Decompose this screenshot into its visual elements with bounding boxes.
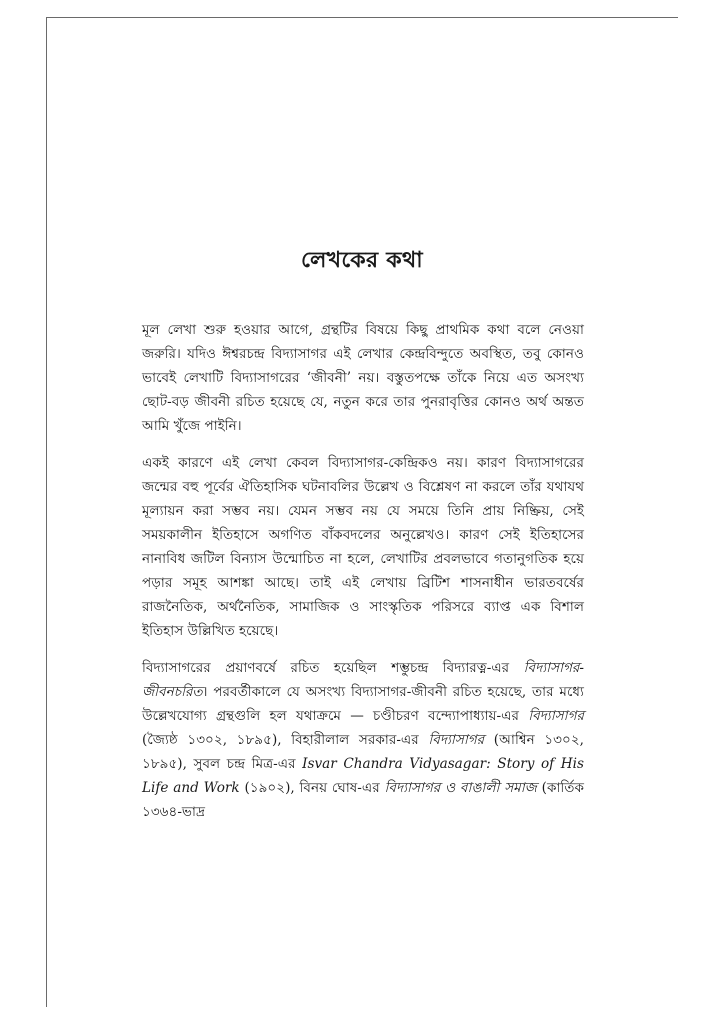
book-title-italic: বিদ্যাসাগর ও বাঙালী সমাজ [384, 780, 537, 796]
paragraph-3-text: (১৯০২), বিনয় ঘোষ-এর [239, 780, 385, 796]
paragraph-3 [142, 656, 584, 824]
paragraph-3-text: বিদ্যাসাগরের প্রয়াণবর্ষে রচিত হয়েছিল শম্ভুচন্দ্র বিদ্যারত্ন-এর [142, 660, 524, 676]
paragraph-3-text: (কার্তিক ১৩৬৪-ভাদ্র [142, 780, 585, 820]
left-rule-line [46, 17, 47, 1007]
paragraph-3-text: (জ্যৈষ্ঠ ১৩০২, ১৮৯৫), বিহারীলাল সরকার-এর [142, 732, 429, 748]
page-title: লেখকের কথা [301, 247, 423, 273]
paragraph-2: একই কারণে এই লেখা কেবল বিদ্যাসাগর-কেন্দ্রিকও নয়। কারণ বিদ্যাসাগরের জন্মের বহু পূর্বের ঐতিহাসিক ঘটনাবলির উল্লেখ ও বিশ্লেষণ না করলে তাঁর যথাযথ মূল্যায়ন করা সম্ভব নয়। যেমন সম্ভব নয় যে সময়ে তিনি প্রায় নিষ্ক্রিয়, সেই সময়কালীন ইতিহাসে অগণিত বাঁকবদলের অনুল্লেখও। কারণ সেই ইতিহাসের নানাবিধ জটিল বিন্যাস উন্মোচিত না হলে, লেখাটির প্রবলভাবে গতানুগতিক হয়ে পড়ার সমূহ আশঙ্কা আছে। তাই এই লেখায় ব্রিটিশ শাসনাধীন ভারতবর্ষের রাজনৈতিক, অর্থনৈতিক, সামাজিক ও সাংস্কৃতিক পরিসরে ব্যাপ্ত এক বিশাল ইতিহাস উল্লিখিত হয়েছে। [142, 455, 584, 639]
paragraph-3-text: । পরবর্তীকালে যে অসংখ্য বিদ্যাসাগর-জীবনী রচিত হয়েছে, তার মধ্যে উল্লেখযোগ্য গ্রন্থগুলি হল যথাক্রমে — চণ্ডীচরণ বন্দ্যোপাধ্যায়-এর [142, 684, 584, 724]
body-text [142, 318, 584, 837]
book-title-italic: Isvar Chandra Vidyasagar: Story of His Life and Work [142, 756, 584, 796]
book-title-italic: বিদ্যাসাগর-জীবনচরিত [142, 660, 584, 700]
book-title-italic: বিদ্যাসাগর [428, 732, 485, 748]
paragraph-3-text: (আশ্বিন ১৩০২, ১৮৯৫), সুবল চন্দ্র মিত্র-এর [142, 732, 584, 772]
paragraph-1: মূল লেখা শুরু হওয়ার আগে, গ্রন্থটির বিষয়ে কিছু প্রাথমিক কথা বলে নেওয়া জরুরি। যদিও ঈশ্বরচন্দ্র বিদ্যাসাগর এই লেখার কেন্দ্রবিন্দুতে অবস্থিত, তবু কোনও ভাবেই লেখাটি বিদ্যাসাগরের ‘জীবনী’ নয়। বস্তুতপক্ষে তাঁকে নিয়ে এত অসংখ্য ছোট-বড় জীবনী রচিত হয়েছে যে, নতুন করে তার পুনরাবৃত্তির কোনও অর্থ অন্তত আমি খুঁজে পাইনি। [142, 322, 584, 434]
book-title-italic: বিদ্যাসাগর [528, 708, 584, 724]
top-rule-line [46, 17, 678, 18]
